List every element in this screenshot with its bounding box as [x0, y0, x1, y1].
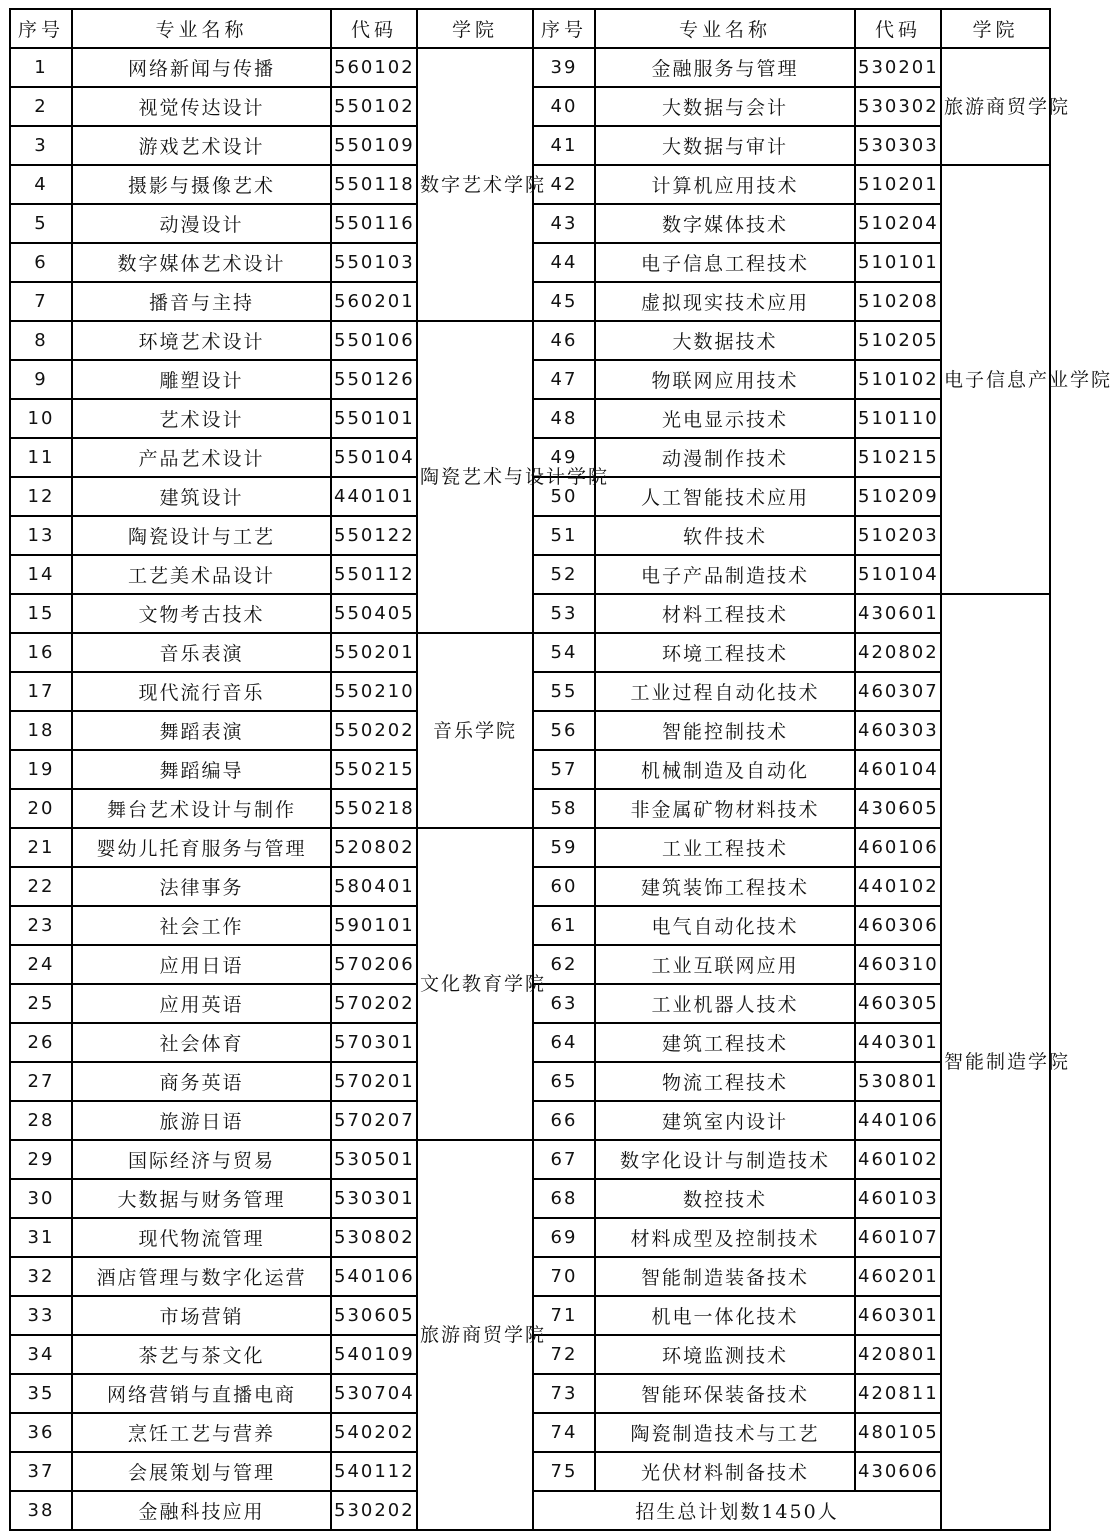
- major-code-cell: 510215: [855, 438, 941, 477]
- major-name-cell: 电子信息工程技术: [595, 243, 855, 282]
- major-code-cell: 590101: [331, 906, 417, 945]
- seq-cell: 74: [533, 1413, 595, 1452]
- major-code-cell: 440101: [331, 477, 417, 516]
- major-code-cell: 550210: [331, 672, 417, 711]
- seq-cell: 1: [10, 48, 72, 87]
- major-code-cell: 540106: [331, 1257, 417, 1296]
- major-code-cell: 540109: [331, 1335, 417, 1374]
- major-code-cell: 460307: [855, 672, 941, 711]
- major-code-cell: 460104: [855, 750, 941, 789]
- major-name-cell: 大数据与财务管理: [72, 1179, 331, 1218]
- major-code-cell: 460106: [855, 828, 941, 867]
- major-code-cell: 510205: [855, 321, 941, 360]
- major-code-cell: 530302: [855, 87, 941, 126]
- major-name-cell: 建筑工程技术: [595, 1023, 855, 1062]
- major-code-cell: 510101: [855, 243, 941, 282]
- major-name-cell: 建筑室内设计: [595, 1101, 855, 1140]
- major-code-cell: 550126: [331, 360, 417, 399]
- seq-cell: 53: [533, 594, 595, 633]
- major-name-cell: 大数据与会计: [595, 87, 855, 126]
- seq-cell: 73: [533, 1374, 595, 1413]
- major-code-cell: 530605: [331, 1296, 417, 1335]
- major-code-cell: 550112: [331, 555, 417, 594]
- major-name-cell: 虚拟现实技术应用: [595, 282, 855, 321]
- table-body: [10, 48, 1112, 1530]
- seq-cell: 62: [533, 945, 595, 984]
- major-code-cell: 550215: [331, 750, 417, 789]
- seq-cell: 56: [533, 711, 595, 750]
- major-code-cell: 520802: [331, 828, 417, 867]
- seq-cell: 32: [10, 1257, 72, 1296]
- seq-cell: 49: [533, 438, 595, 477]
- college-cell: 文化教育学院: [417, 828, 533, 1140]
- major-name-cell: 应用日语: [72, 945, 331, 984]
- major-code-cell: 530704: [331, 1374, 417, 1413]
- major-name-cell: 舞蹈表演: [72, 711, 331, 750]
- major-name-cell: 艺术设计: [72, 399, 331, 438]
- major-code-cell: 550103: [331, 243, 417, 282]
- table-header: [10, 9, 1050, 48]
- seq-cell: 24: [10, 945, 72, 984]
- major-code-cell: 420801: [855, 1335, 941, 1374]
- major-name-cell: 物流工程技术: [595, 1062, 855, 1101]
- seq-cell: 33: [10, 1296, 72, 1335]
- major-code-cell: 530801: [855, 1062, 941, 1101]
- college-cell: 数字艺术学院: [417, 48, 533, 321]
- major-code-cell: 570301: [331, 1023, 417, 1062]
- seq-cell: 58: [533, 789, 595, 828]
- college-cell: 旅游商贸学院: [417, 1140, 533, 1530]
- seq-cell: 70: [533, 1257, 595, 1296]
- major-name-cell: 产品艺术设计: [72, 438, 331, 477]
- seq-cell: 29: [10, 1140, 72, 1179]
- major-code-cell: 580401: [331, 867, 417, 906]
- major-name-cell: 计算机应用技术: [595, 165, 855, 204]
- major-name-cell: 数字媒体艺术设计: [72, 243, 331, 282]
- seq-cell: 50: [533, 477, 595, 516]
- seq-cell: 23: [10, 906, 72, 945]
- major-code-cell: 560102: [331, 48, 417, 87]
- major-name-cell: 工业互联网应用: [595, 945, 855, 984]
- seq-cell: 13: [10, 516, 72, 555]
- major-name-cell: 商务英语: [72, 1062, 331, 1101]
- major-name-cell: 环境工程技术: [595, 633, 855, 672]
- seq-cell: 17: [10, 672, 72, 711]
- major-code-cell: 440102: [855, 867, 941, 906]
- seq-cell: 66: [533, 1101, 595, 1140]
- seq-cell: 38: [10, 1491, 72, 1530]
- major-code-cell: 460305: [855, 984, 941, 1023]
- major-name-cell: 物联网应用技术: [595, 360, 855, 399]
- major-name-cell: 金融服务与管理: [595, 48, 855, 87]
- major-name-cell: 电子产品制造技术: [595, 555, 855, 594]
- major-name-cell: 工业机器人技术: [595, 984, 855, 1023]
- major-name-cell: 国际经济与贸易: [72, 1140, 331, 1179]
- header-name-right: 专业名称: [595, 9, 855, 48]
- major-name-cell: 大数据与审计: [595, 126, 855, 165]
- seq-cell: 61: [533, 906, 595, 945]
- college-cell: 陶瓷艺术与设计学院: [417, 321, 533, 633]
- seq-cell: 47: [533, 360, 595, 399]
- table-row: [10, 828, 1050, 867]
- major-name-cell: 摄影与摄像艺术: [72, 165, 331, 204]
- major-code-cell: 510203: [855, 516, 941, 555]
- major-code-cell: 550405: [331, 594, 417, 633]
- seq-cell: 10: [10, 399, 72, 438]
- major-code-cell: 510208: [855, 282, 941, 321]
- seq-cell: 4: [10, 165, 72, 204]
- major-name-cell: 社会体育: [72, 1023, 331, 1062]
- major-code-cell: 420811: [855, 1374, 941, 1413]
- seq-cell: 68: [533, 1179, 595, 1218]
- major-code-cell: 560201: [331, 282, 417, 321]
- seq-cell: 48: [533, 399, 595, 438]
- header-seq-left: 序号: [10, 9, 72, 48]
- major-name-cell: 会展策划与管理: [72, 1452, 331, 1491]
- seq-cell: 21: [10, 828, 72, 867]
- seq-cell: 35: [10, 1374, 72, 1413]
- major-code-cell: 550116: [331, 204, 417, 243]
- seq-cell: 22: [10, 867, 72, 906]
- seq-cell: 42: [533, 165, 595, 204]
- seq-cell: 64: [533, 1023, 595, 1062]
- major-name-cell: 智能制造装备技术: [595, 1257, 855, 1296]
- seq-cell: 63: [533, 984, 595, 1023]
- major-name-cell: 大数据技术: [595, 321, 855, 360]
- major-name-cell: 酒店管理与数字化运营: [72, 1257, 331, 1296]
- major-code-cell: 530501: [331, 1140, 417, 1179]
- seq-cell: 27: [10, 1062, 72, 1101]
- major-code-cell: 550118: [331, 165, 417, 204]
- header-college-right: 学院: [941, 9, 1050, 48]
- major-name-cell: 软件技术: [595, 516, 855, 555]
- major-code-cell: 480105: [855, 1413, 941, 1452]
- major-code-cell: 570206: [331, 945, 417, 984]
- major-code-cell: 530301: [331, 1179, 417, 1218]
- major-code-cell: 460201: [855, 1257, 941, 1296]
- major-name-cell: 智能控制技术: [595, 711, 855, 750]
- seq-cell: 60: [533, 867, 595, 906]
- major-code-cell: 550122: [331, 516, 417, 555]
- seq-cell: 41: [533, 126, 595, 165]
- major-code-cell: 540112: [331, 1452, 417, 1491]
- major-name-cell: 工业工程技术: [595, 828, 855, 867]
- major-code-cell: 420802: [855, 633, 941, 672]
- college-cell: 智能制造学院: [941, 594, 1050, 1530]
- major-name-cell: 动漫制作技术: [595, 438, 855, 477]
- major-name-cell: 旅游日语: [72, 1101, 331, 1140]
- major-name-cell: 法律事务: [72, 867, 331, 906]
- major-code-cell: 430605: [855, 789, 941, 828]
- seq-cell: 25: [10, 984, 72, 1023]
- major-code-cell: 530303: [855, 126, 941, 165]
- table-row: [10, 48, 1050, 87]
- major-code-cell: 550104: [331, 438, 417, 477]
- major-code-cell: 550202: [331, 711, 417, 750]
- major-code-cell: 550106: [331, 321, 417, 360]
- major-name-cell: 婴幼儿托育服务与管理: [72, 828, 331, 867]
- major-code-cell: 550109: [331, 126, 417, 165]
- seq-cell: 7: [10, 282, 72, 321]
- seq-cell: 18: [10, 711, 72, 750]
- major-code-cell: 430606: [855, 1452, 941, 1491]
- seq-cell: 46: [533, 321, 595, 360]
- header-row: [10, 9, 1050, 48]
- major-name-cell: 陶瓷设计与工艺: [72, 516, 331, 555]
- college-cell: 旅游商贸学院: [941, 48, 1050, 165]
- seq-cell: 15: [10, 594, 72, 633]
- seq-cell: 54: [533, 633, 595, 672]
- major-code-cell: 510102: [855, 360, 941, 399]
- seq-cell: 20: [10, 789, 72, 828]
- table-row: [10, 633, 1050, 672]
- major-code-cell: 510104: [855, 555, 941, 594]
- major-name-cell: 舞蹈编导: [72, 750, 331, 789]
- seq-cell: 45: [533, 282, 595, 321]
- header-code-right: 代码: [855, 9, 941, 48]
- major-name-cell: 社会工作: [72, 906, 331, 945]
- major-name-cell: 建筑装饰工程技术: [595, 867, 855, 906]
- major-name-cell: 金融科技应用: [72, 1491, 331, 1530]
- seq-cell: 37: [10, 1452, 72, 1491]
- major-name-cell: 应用英语: [72, 984, 331, 1023]
- college-cell: 电子信息产业学院: [941, 165, 1050, 594]
- major-name-cell: 智能环保装备技术: [595, 1374, 855, 1413]
- seq-cell: 51: [533, 516, 595, 555]
- major-name-cell: 光伏材料制备技术: [595, 1452, 855, 1491]
- major-name-cell: 音乐表演: [72, 633, 331, 672]
- seq-cell: 55: [533, 672, 595, 711]
- major-name-cell: 视觉传达设计: [72, 87, 331, 126]
- major-name-cell: 数字媒体技术: [595, 204, 855, 243]
- seq-cell: 5: [10, 204, 72, 243]
- major-name-cell: 数字化设计与制造技术: [595, 1140, 855, 1179]
- major-code-cell: 510209: [855, 477, 941, 516]
- major-code-cell: 570207: [331, 1101, 417, 1140]
- major-name-cell: 动漫设计: [72, 204, 331, 243]
- table-row: [10, 321, 1050, 360]
- major-name-cell: 雕塑设计: [72, 360, 331, 399]
- seq-cell: 72: [533, 1335, 595, 1374]
- seq-cell: 30: [10, 1179, 72, 1218]
- seq-cell: 3: [10, 126, 72, 165]
- college-cell: 音乐学院: [417, 633, 533, 828]
- seq-cell: 26: [10, 1023, 72, 1062]
- major-name-cell: 工艺美术品设计: [72, 555, 331, 594]
- major-name-cell: 环境监测技术: [595, 1335, 855, 1374]
- major-code-cell: 460301: [855, 1296, 941, 1335]
- seq-cell: 14: [10, 555, 72, 594]
- seq-cell: 39: [533, 48, 595, 87]
- major-name-cell: 烹饪工艺与营养: [72, 1413, 331, 1452]
- major-name-cell: 现代物流管理: [72, 1218, 331, 1257]
- major-code-cell: 460107: [855, 1218, 941, 1257]
- major-name-cell: 游戏艺术设计: [72, 126, 331, 165]
- major-name-cell: 网络营销与直播电商: [72, 1374, 331, 1413]
- header-college-left: 学院: [417, 9, 533, 48]
- header-name-left: 专业名称: [72, 9, 331, 48]
- major-name-cell: 光电显示技术: [595, 399, 855, 438]
- major-code-cell: 550201: [331, 633, 417, 672]
- major-name-cell: 材料工程技术: [595, 594, 855, 633]
- seq-cell: 28: [10, 1101, 72, 1140]
- seq-cell: 34: [10, 1335, 72, 1374]
- seq-cell: 8: [10, 321, 72, 360]
- major-name-cell: 市场营销: [72, 1296, 331, 1335]
- seq-cell: 6: [10, 243, 72, 282]
- major-name-cell: 机电一体化技术: [595, 1296, 855, 1335]
- major-name-cell: 环境艺术设计: [72, 321, 331, 360]
- major-code-cell: 550101: [331, 399, 417, 438]
- major-code-cell: 460306: [855, 906, 941, 945]
- major-code-cell: 570202: [331, 984, 417, 1023]
- major-code-cell: 510110: [855, 399, 941, 438]
- seq-cell: 57: [533, 750, 595, 789]
- table-row: [10, 1140, 1050, 1179]
- major-name-cell: 网络新闻与传播: [72, 48, 331, 87]
- seq-cell: 43: [533, 204, 595, 243]
- major-name-cell: 材料成型及控制技术: [595, 1218, 855, 1257]
- major-code-cell: 440301: [855, 1023, 941, 1062]
- major-code-cell: 570201: [331, 1062, 417, 1101]
- major-name-cell: 现代流行音乐: [72, 672, 331, 711]
- major-code-cell: 460303: [855, 711, 941, 750]
- major-name-cell: 陶瓷制造技术与工艺: [595, 1413, 855, 1452]
- seq-cell: 16: [10, 633, 72, 672]
- seq-cell: 67: [533, 1140, 595, 1179]
- major-name-cell: 舞台艺术设计与制作: [72, 789, 331, 828]
- seq-cell: 69: [533, 1218, 595, 1257]
- major-code-cell: 460103: [855, 1179, 941, 1218]
- major-name-cell: 人工智能技术应用: [595, 477, 855, 516]
- seq-cell: 59: [533, 828, 595, 867]
- major-code-cell: 550218: [331, 789, 417, 828]
- major-name-cell: 非金属矿物材料技术: [595, 789, 855, 828]
- major-code-cell: 430601: [855, 594, 941, 633]
- major-name-cell: 茶艺与茶文化: [72, 1335, 331, 1374]
- header-code-left: 代码: [331, 9, 417, 48]
- major-code-cell: 530802: [331, 1218, 417, 1257]
- major-code-cell: 540202: [331, 1413, 417, 1452]
- seq-cell: 44: [533, 243, 595, 282]
- major-name-cell: 建筑设计: [72, 477, 331, 516]
- major-code-cell: 530202: [331, 1491, 417, 1530]
- seq-cell: 31: [10, 1218, 72, 1257]
- major-name-cell: 文物考古技术: [72, 594, 331, 633]
- seq-cell: 65: [533, 1062, 595, 1101]
- major-code-cell: 510201: [855, 165, 941, 204]
- seq-cell: 40: [533, 87, 595, 126]
- seq-cell: 36: [10, 1413, 72, 1452]
- total-plan-cell: 招生总计划数1450人: [533, 1491, 941, 1530]
- major-name-cell: 电气自动化技术: [595, 906, 855, 945]
- major-name-cell: 数控技术: [595, 1179, 855, 1218]
- majors-table: [9, 8, 1112, 1531]
- header-seq-right: 序号: [533, 9, 595, 48]
- major-code-cell: 440106: [855, 1101, 941, 1140]
- seq-cell: 9: [10, 360, 72, 399]
- major-code-cell: 550102: [331, 87, 417, 126]
- seq-cell: 75: [533, 1452, 595, 1491]
- major-code-cell: 530201: [855, 48, 941, 87]
- major-name-cell: 工业过程自动化技术: [595, 672, 855, 711]
- seq-cell: 11: [10, 438, 72, 477]
- seq-cell: 12: [10, 477, 72, 516]
- major-code-cell: 510204: [855, 204, 941, 243]
- seq-cell: 19: [10, 750, 72, 789]
- seq-cell: 71: [533, 1296, 595, 1335]
- seq-cell: 52: [533, 555, 595, 594]
- seq-cell: 2: [10, 87, 72, 126]
- major-name-cell: 机械制造及自动化: [595, 750, 855, 789]
- major-code-cell: 460102: [855, 1140, 941, 1179]
- major-name-cell: 播音与主持: [72, 282, 331, 321]
- major-code-cell: 460310: [855, 945, 941, 984]
